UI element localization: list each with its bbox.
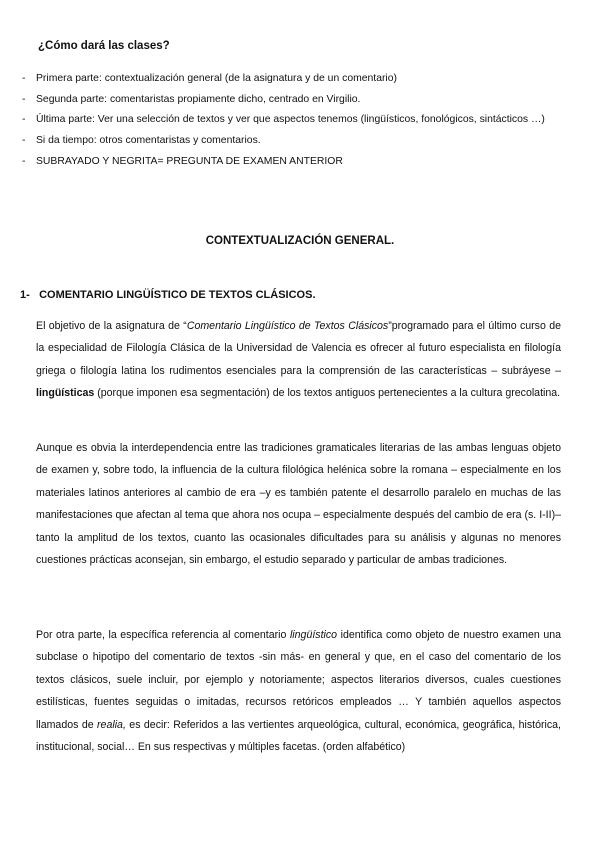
emphasis-italic: lingüístico <box>289 629 338 641</box>
heading-text: COMENTARIO LINGÜÍSTICO DE TEXTOS CLÁSICOS. <box>39 289 316 301</box>
paragraph-objective <box>36 315 561 405</box>
list-item: - Primera parte: contextualización general (de la asignatura y de un comentario) <box>22 68 562 89</box>
paragraph-text: Por otra parte, la específica referencia al comentario <box>36 629 290 641</box>
emphasis-italic: realia, <box>97 718 126 731</box>
list-item: - SUBRAYADO Y NEGRITA= PREGUNTA DE EXAMEN ANTERIOR <box>22 151 562 172</box>
list-item: - Última parte: Ver una selección de textos y ver que aspectos tenemos (lingüísticos, fonológicos, sintácticos …) <box>22 110 562 130</box>
numbered-heading <box>20 289 316 301</box>
paragraph-interdependence: Aunque es obvia la interdependencia entre las tradiciones gramaticales literarias de las ambas lenguas objeto de examen y, sobre todo, la influencia de la cultura filológica helénica sobre la romana – especialmente en los materiales latinos anteriores al cambio de era –y es también patente el desarrollo paralelo en muchas de las manifestaciones que afectan al tema que ahora nos ocupa – especialmente después del cambio de era (s. I-II)– tanto la amplitud de los textos, cuanto las ocasionales dificultades para su análisis y algunas no menores cuestiones prácticas aconsejan, sin embargo, el estudio separado y particular de ambas tradiciones. <box>36 442 561 567</box>
list-item: - Segunda parte: comentaristas propiamente dicho, centrado en Virgilio. <box>22 89 562 110</box>
paragraph-text: es decir: Referidos a las vertientes arqueológica, cultural, económica, geográfica, histórica, institucional, social… En sus respectivas y múltiples facetas. (orden alfabético) <box>36 718 561 754</box>
emphasis-bold: lingüísticas <box>36 387 95 400</box>
paragraph-text: ”programado para el último curso de la especialidad de Filología Clásica de la Universidad de Valencia es ofrecer al futuro especialista en filología griega o filología latina los rudimentos esenciales para la comprensión de las características – subráyese – <box>36 320 562 377</box>
list-item: - Si da tiempo: otros comentaristas y comentarios. <box>22 130 562 151</box>
paragraph-linguistic-commentary <box>36 624 561 758</box>
paragraph-text: El objetivo de la asignatura de “ <box>36 320 187 332</box>
paragraph-text: identifica como objeto de nuestro examen una subclase o hipotipo del comentario de textos -sin más- en general y que, en el caso del comentario de los textos clásicos, suele incluir, por ejemplo y notoriamente; aspectos literarios diversos, cuales cuestiones estilísticas, fuentes seguidas o imitadas, recursos retóricos empleados … Y también aquellos aspectos llamados de <box>36 629 561 731</box>
class-format-question: ¿Cómo dará las clases? <box>38 40 170 52</box>
heading-number: 1- <box>20 289 30 301</box>
paragraph-text: (porque imponen esa segmentación) de los textos antiguos pertenecientes a la cultura grecolatina. <box>94 387 561 400</box>
section-title: CONTEXTUALIZACIÓN GENERAL. <box>205 235 395 247</box>
class-plan-list <box>22 68 562 172</box>
course-title-italic: Comentario Lingüístico de Textos Clásicos <box>186 320 389 332</box>
